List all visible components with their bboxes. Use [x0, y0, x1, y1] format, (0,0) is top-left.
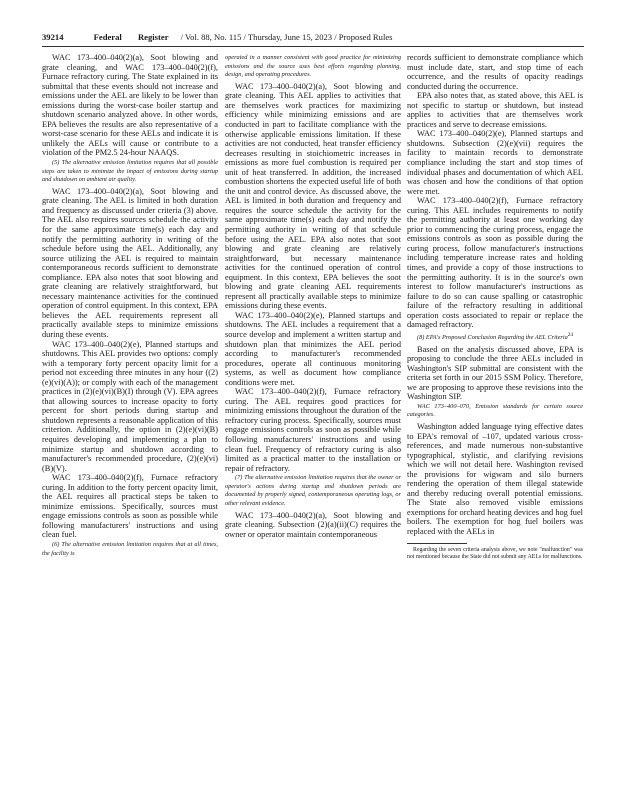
volume-and-date: / Vol. 88, No. 115 / Thursday, June 15, 2023 / Proposed Rules	[180, 32, 393, 42]
criterion-heading: (5) The alternative emission limitation requires that all possible steps are taken to minimize the impact of emissions during startup and shutdown on ambient air quality.	[42, 159, 218, 184]
page-number: 39214	[42, 32, 64, 42]
footnote: Regarding the seven criteria analysis above, we note "malfunction" was not mentioned because the State did not submit any AELs for malfunctions.	[407, 546, 583, 560]
text-column-2	[225, 53, 401, 793]
publication-name-federal: Federal	[93, 32, 122, 42]
criterion-heading: (6) The alternative emission limitation requires that at all times, the facility is	[42, 541, 218, 557]
paragraph: WAC 173–400–040(2)(f), Furnace refractory curing. This AEL includes requirements to notify the permitting authority at least one working day prior to commencing the curing process, engage the emissions controls as soon as possible during the curing process, follow manufacturer's instructions including temperature increase rates and holding times, and provide a copy of those instructions to the permitting authority. It is in the source's own interest to follow manufacturer's instructions as failure to do so can cause spalling or catastrophic failure of the refractory resulting in additional operation costs associated to repair or replace the damaged refractory.	[407, 196, 583, 330]
section-heading-text: (8) EPA's Proposed Conclusion Regarding the AEL Criteria	[417, 333, 568, 341]
paragraph-continued: records sufficient to demonstrate compliance which must include date, start, and stop time of each occurrence, and the results of opacity readings conducted during the occurrence.	[407, 53, 583, 91]
rule-section-heading: WAC 173–400–070, Emission standards for certain source categories.	[407, 402, 583, 419]
text-column-3	[407, 53, 583, 793]
publication-name-register: Register	[137, 32, 169, 42]
paragraph: Washington added language tying effective dates to EPA's removal of –107, updated various cross-references, and made numerous non-substantive typographical, stylistic, and clarifying revisions which we will not detail here. Washington revised the provisions for wigwam and silo burners rendering the operation of them illegal statewide and thereby reducing overall potential emissions. The State also removed visible emissions exemptions for orchard heating devices and hog fuel boilers. The exemption for hog fuel boilers was replaced with the AELs in	[407, 422, 583, 537]
paragraph: WAC 173–400–040(2)(e), Planned startups and shutdowns. This AEL provides two options: comply with a temporary forty percent opacity limit for a period not exceeding three minutes in any hour ((2)(e)(vi)(A)); or comply with each of the management practices in (2)(e)(vi)(B)(I) through (V). EPA agrees that allowing sources to increase opacity to forty percent for short periods during startup and shutdown represents a reasonable application of this criterion. Additionally, the option in (2)(e)(vi)(B) requires developing and implementing a plan to minimize startup and shutdown according to manufacturer's recommended procedure, (2)(e)(vi)(B)(V).	[42, 339, 218, 473]
paragraph: WAC 173–400–040(2)(e), Planned startups and shutdowns. Subsection (2)(e)(vii) requires the facility to maintain records to demonstrate compliance including the start and stop times of individual phases and documentation of which AEL was chosen and how the conditions of that option were met.	[407, 129, 583, 196]
criterion-heading: (7) The alternative emission limitation requires that the owner or operator's actions during startup and shutdown periods are documented by properly signed, contemporaneous operating logs, or other relevant evidence.	[225, 474, 401, 507]
paragraph: Based on the analysis discussed above, EPA is proposing to conclude the three AELs included in Washington's SIP submittal are consistent with the criteria set forth in our 2015 SSM Policy. Therefore, we are proposing to approve these revisions into the Washington SIP.	[407, 344, 583, 402]
header-rule	[42, 46, 584, 47]
footnote-marker: 24	[567, 331, 574, 338]
paragraph: WAC 173–400–040(2)(a), Soot blowing and grate cleaning, and WAC 173–400–040(2)(f), Furnace refractory curing. The State explained in its submittal that these events should not increase and emissions under the AEL are likely to be lower than emissions during the worst-case boiler startup and shutdown scenario analyzed above. In other words, EPA believes the results are also representative of a worst-case scenario for these AELs and indicate it is unlikely the AELs will cause or contribute to a violation of the PM2.5 24-hour NAAQS.	[42, 53, 218, 158]
paragraph: WAC 173–400–040(2)(a), Soot blowing and grate cleaning. This AEL applies to activities that are themselves work practices for maximizing efficiency while minimizing emissions and are conducted in part to facilitate compliance with the otherwise applicable emissions limitation. If these activities are not conducted, heat transfer efficiency decreases resulting in stoichiometric increases in emissions as more fuel combustion is required per unit of heat transferred. In addition, the increased combustion shortens the expected useful life of both the unit and control device. As discussed above, the AEL is limited in both duration and frequency and requires the source schedule the activity for the same approximate time(s) each day and notify the permitting authority in writing of that schedule before using the AEL. EPA also notes that soot blowing and grate cleaning are relatively straightforward, but necessary maintenance activities for the continued operation of control equipment. In this context, EPA believes the soot blowing and grate cleaning AEL requirements represent all practically available steps to minimize emissions during these events.	[225, 81, 401, 311]
text-column-1	[42, 53, 218, 793]
section-heading	[407, 331, 583, 343]
criterion-heading-continued: operated in a manner consistent with good practice for minimizing emissions and the source uses best efforts regarding planning, design, and operating procedures.	[225, 54, 401, 79]
page-header	[42, 30, 582, 44]
paragraph: WAC 173–400–040(2)(a), Soot blowing and grate cleaning. The AEL is limited in both duration and frequency as discussed under criteria (3) above. The AEL also requires sources schedule the activity for the same approximate time(s) each day and notify the permitting authority in writing of the schedule before using the AEL. Additionally, any source utilizing the AEL is required to maintain contemporaneous records sufficient to demonstrate compliance. EPA also notes that soot blowing and grate cleaning are relatively straightforward, but necessary maintenance activities for the continued operation of control equipment. In this context, EPA believes the AEL requirements represent all practically available steps to minimize emissions during these events.	[42, 186, 218, 339]
paragraph: WAC 173–400–040(2)(f), Furnace refractory curing. The AEL requires good practices for minimizing emissions throughout the duration of the refractory curing process. Specifically, sources must engage emissions controls as soon as possible while following manufacturers' instructions and using clean fuel. Frequency of refractory curing is also limited as a practical matter to the installation or repair of refractory.	[225, 387, 401, 473]
paragraph: WAC 173–400–040(2)(e), Planned startups and shutdowns. The AEL includes a requirement that a source develop and implement a written startup and shutdown plan that minimizes the AEL period according to manufacturer's recommended procedures, operate all continuous monitoring systems, as well as document how compliance conditions were met.	[225, 310, 401, 387]
paragraph: WAC 173–400–040(2)(f), Furnace refractory curing. In addition to the forty percent opacity limit, the AEL requires all practical steps be taken to minimize emissions. Specifically, sources must engage emissions controls as soon as possible while following manufacturers' instructions and using clean fuel.	[42, 473, 218, 540]
paragraph: WAC 173–400–040(2)(a), Soot blowing and grate cleaning. Subsection (2)(a)(ii)(C) requires the owner or operator maintain contemporaneous	[225, 510, 401, 539]
paragraph: EPA also notes that, as stated above, this AEL is not specific to startup or shutdown, but instead applies to activities that are themselves work practices and serve to decrease emissions.	[407, 91, 583, 129]
footnote-rule	[407, 543, 467, 544]
